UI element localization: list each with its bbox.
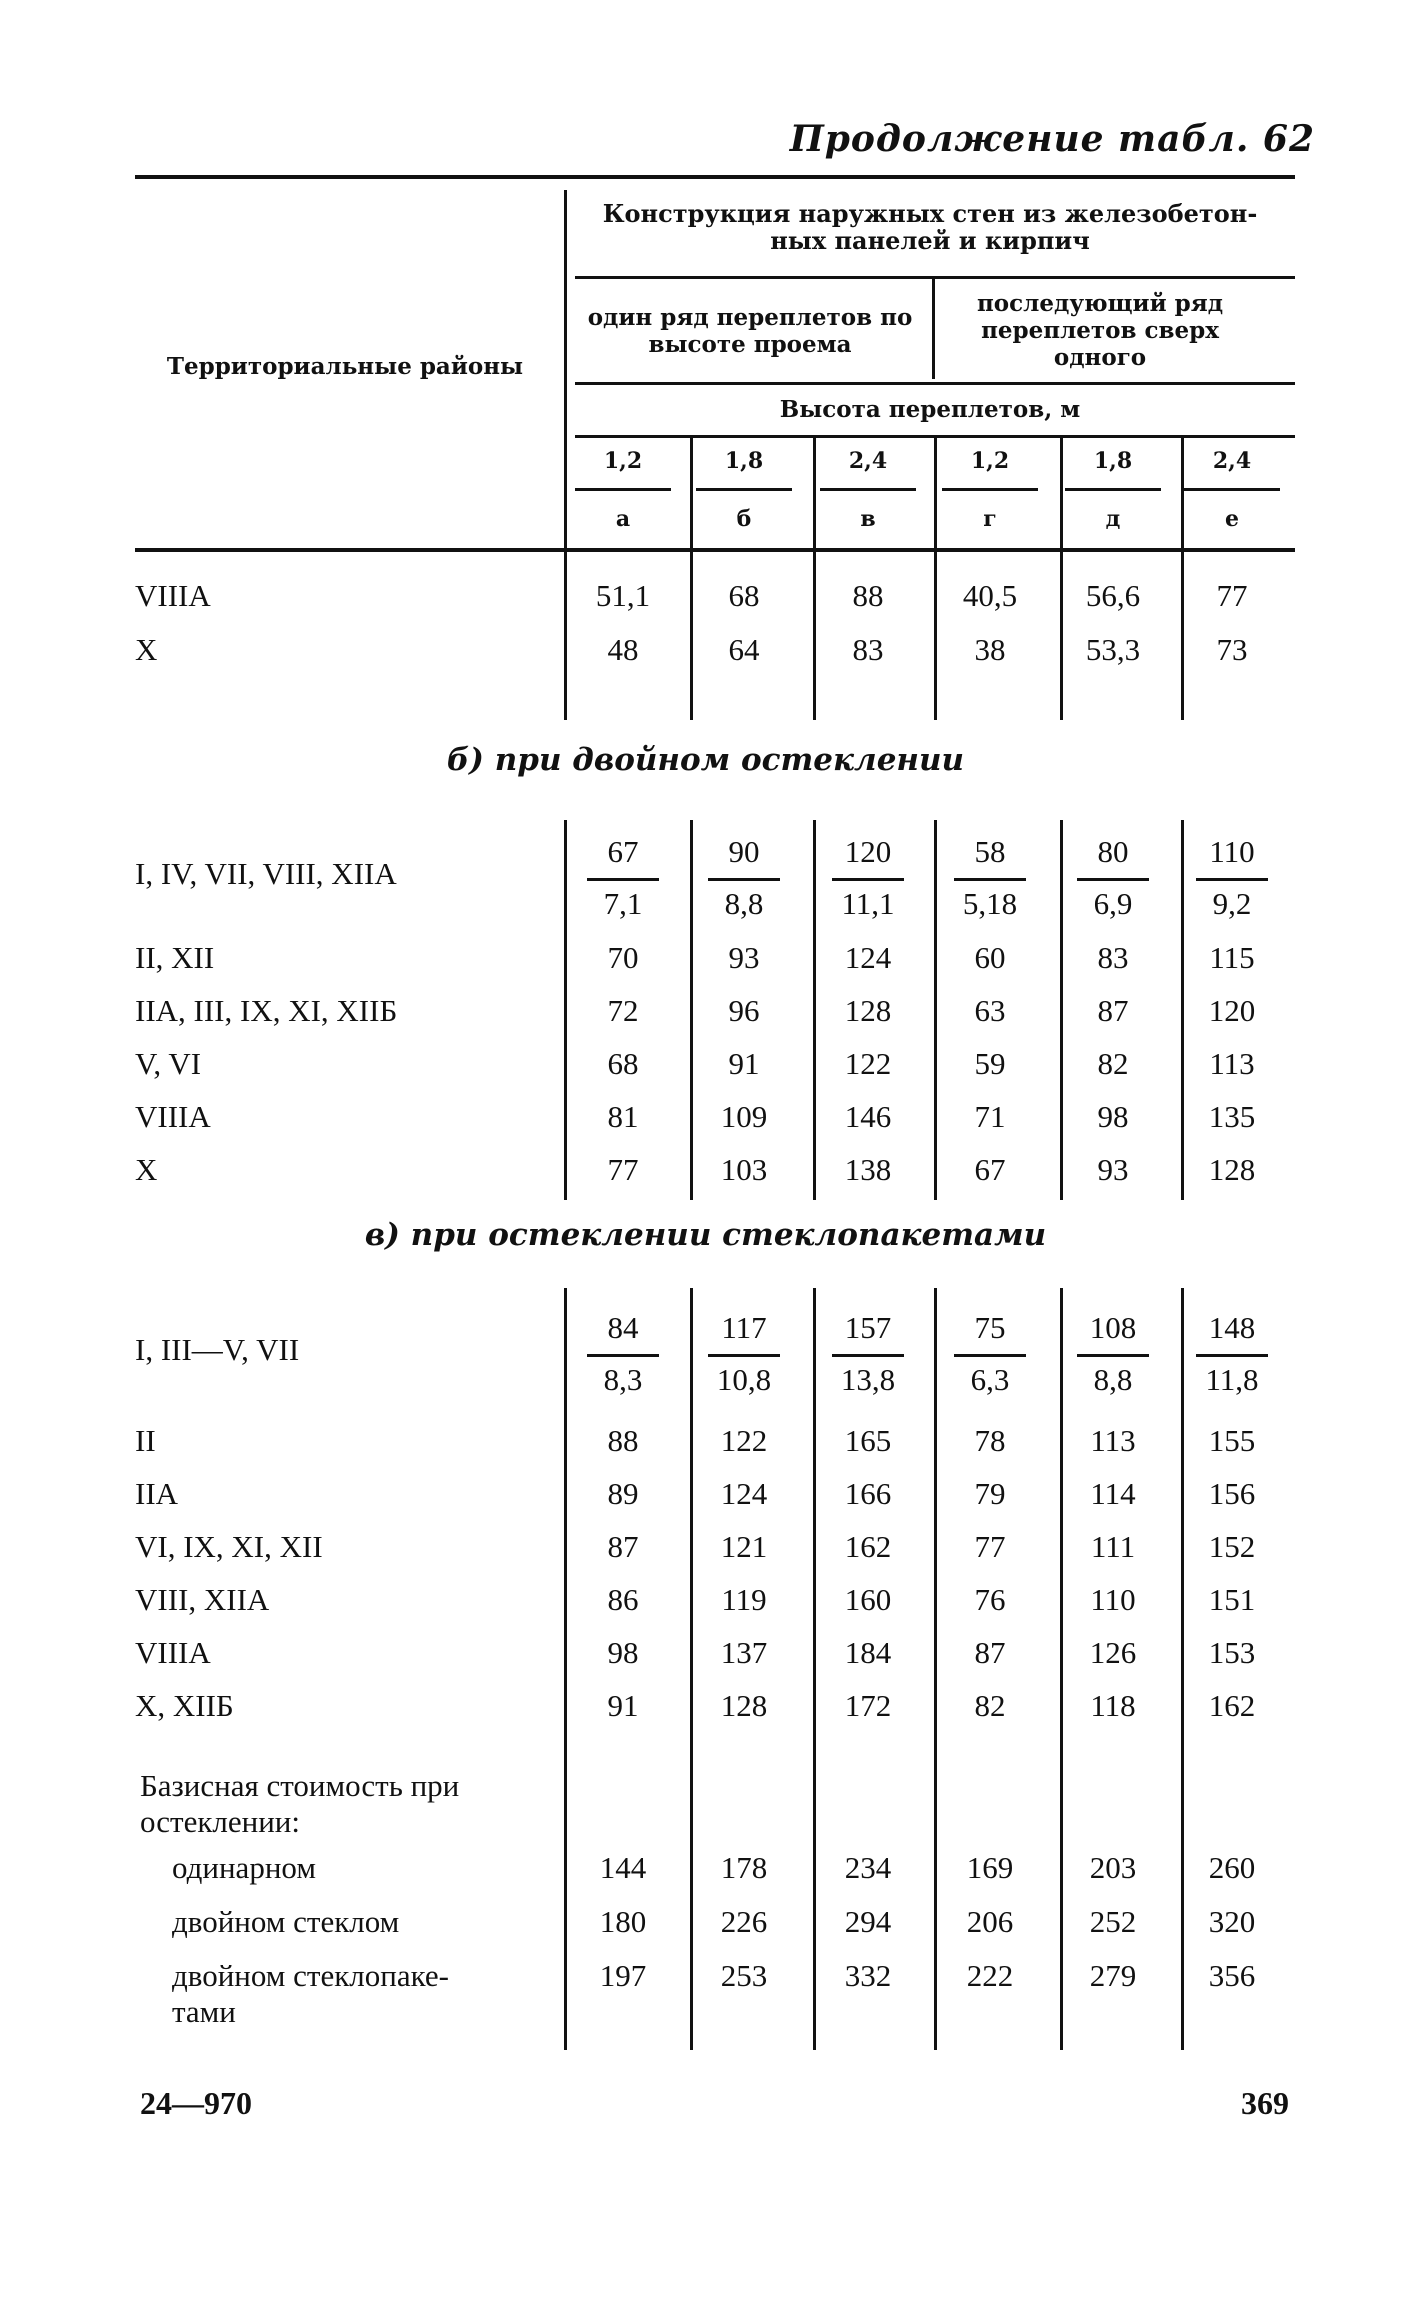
row-label: II xyxy=(135,1423,156,1458)
table-cell: 70 xyxy=(607,940,639,975)
table-cell: 165 xyxy=(844,1423,892,1458)
fraction-bar xyxy=(1077,878,1149,881)
header-sub-right: последующий ряд переплетов сверх одного xyxy=(976,290,1224,371)
height-underline xyxy=(1184,488,1280,491)
table-cell: 113 xyxy=(1090,1423,1136,1458)
table-cell: 332 xyxy=(844,1958,892,1993)
fraction-bar xyxy=(832,878,904,881)
fraction-bar xyxy=(832,1354,904,1357)
height-underline xyxy=(696,488,792,491)
table-cell: 113 xyxy=(1209,1046,1255,1081)
table-cell: 180 xyxy=(599,1904,647,1939)
table-cell: 252 xyxy=(1089,1904,1137,1939)
table-cell: 234 xyxy=(844,1850,892,1885)
column-letter: е xyxy=(1225,506,1239,532)
table-cell: 83 xyxy=(1097,940,1129,975)
table-cell: 98 xyxy=(607,1635,639,1670)
table-cell: 109 xyxy=(720,1099,768,1134)
fraction-denominator: 8,3 xyxy=(603,1362,643,1397)
table-cell: 160 xyxy=(844,1582,892,1617)
fraction-bar xyxy=(708,1354,780,1357)
header-sub-left: один ряд переплетов по высоте проема xyxy=(587,304,913,358)
height-value: 1,2 xyxy=(970,448,1010,474)
fraction-numerator: 108 xyxy=(1089,1310,1137,1345)
table-cell: 96 xyxy=(728,993,760,1028)
row-label: I, IV, VII, VIII, XIIA xyxy=(135,856,397,891)
table-cell: 68 xyxy=(607,1046,639,1081)
table-cell: 91 xyxy=(728,1046,760,1081)
table-cell: 63 xyxy=(974,993,1006,1028)
table-cell: 64 xyxy=(728,632,760,667)
fraction-denominator: 5,18 xyxy=(962,886,1018,921)
table-cell: 162 xyxy=(1208,1688,1256,1723)
table-cell: 82 xyxy=(974,1688,1006,1723)
fraction-numerator: 58 xyxy=(974,834,1006,869)
table-cell: 206 xyxy=(966,1904,1014,1939)
column-line xyxy=(813,438,816,720)
table-cell: 120 xyxy=(1208,993,1256,1028)
table-cell: 122 xyxy=(844,1046,892,1081)
column-line xyxy=(564,190,567,720)
table-cell: 156 xyxy=(1208,1476,1256,1511)
column-line xyxy=(934,438,937,720)
base-cost-title-line2: остеклении: xyxy=(140,1804,301,1839)
fraction-denominator: 9,2 xyxy=(1212,886,1252,921)
table-cell: 81 xyxy=(607,1099,639,1134)
row-label: VIIIA xyxy=(135,1099,211,1134)
table-cell: 98 xyxy=(1097,1099,1129,1134)
fraction-bar xyxy=(587,878,659,881)
row-label: VIIIA xyxy=(135,1635,211,1670)
header-group-main: Конструкция наружных стен из железобетон- ных панелей и кирпич xyxy=(602,199,1258,255)
table-cell: 118 xyxy=(1090,1688,1136,1723)
table-cell: 38 xyxy=(974,632,1006,667)
table-cell: 48 xyxy=(607,632,639,667)
fraction-bar xyxy=(954,1354,1026,1357)
fraction-denominator: 7,1 xyxy=(603,886,643,921)
column-letter: б xyxy=(736,506,752,532)
table-cell: 88 xyxy=(607,1423,639,1458)
header-height-label: Высота переплетов, м xyxy=(779,396,1081,423)
table-cell: 87 xyxy=(607,1529,639,1564)
fraction-numerator: 117 xyxy=(721,1310,767,1345)
fraction-denominator: 8,8 xyxy=(1093,1362,1133,1397)
height-value: 2,4 xyxy=(1212,448,1252,474)
column-line xyxy=(934,1288,937,2050)
fraction-bar xyxy=(708,878,780,881)
fraction-numerator: 84 xyxy=(607,1310,639,1345)
table-cell: 128 xyxy=(720,1688,768,1723)
table-cell: 111 xyxy=(1090,1529,1136,1564)
fraction-bar xyxy=(1196,878,1268,881)
height-value: 1,8 xyxy=(724,448,764,474)
column-line xyxy=(690,1288,693,2050)
table-cell: 40,5 xyxy=(962,578,1018,613)
row-label: одинарном xyxy=(172,1850,316,1885)
row-label-line1: двойном стеклопаке- xyxy=(172,1958,449,1993)
table-cell: 103 xyxy=(720,1152,768,1187)
header-bottom-rule xyxy=(135,548,1295,552)
fraction-denominator: 10,8 xyxy=(716,1362,772,1397)
table-cell: 260 xyxy=(1208,1850,1256,1885)
table-cell: 152 xyxy=(1208,1529,1256,1564)
table-cell: 56,6 xyxy=(1085,578,1141,613)
table-cell: 72 xyxy=(607,993,639,1028)
table-cell: 222 xyxy=(966,1958,1014,1993)
row-label: II, XII xyxy=(135,940,215,975)
table-cell: 79 xyxy=(974,1476,1006,1511)
table-cell: 124 xyxy=(844,940,892,975)
table-cell: 197 xyxy=(599,1958,647,1993)
row-label: двойном стеклом xyxy=(172,1904,400,1939)
table-cell: 169 xyxy=(966,1850,1014,1885)
row-label: IIA, III, IX, XI, XIIБ xyxy=(135,993,398,1028)
table-cell: 356 xyxy=(1208,1958,1256,1993)
table-cell: 60 xyxy=(974,940,1006,975)
column-letter: в xyxy=(860,506,876,532)
row-label: VI, IX, XI, XII xyxy=(135,1529,323,1564)
table-cell: 294 xyxy=(844,1904,892,1939)
table-cell: 320 xyxy=(1208,1904,1256,1939)
row-label: X xyxy=(135,632,158,667)
table-cell: 73 xyxy=(1216,632,1248,667)
section-title-glass-units: в) при остеклении стеклопакетами xyxy=(364,1217,1047,1253)
height-value: 2,4 xyxy=(848,448,888,474)
row-label: I, III—V, VII xyxy=(135,1332,300,1367)
table-cell: 68 xyxy=(728,578,760,613)
table-cell: 119 xyxy=(721,1582,767,1617)
table-cell: 77 xyxy=(974,1529,1006,1564)
height-underline xyxy=(1065,488,1161,491)
fraction-denominator: 6,3 xyxy=(970,1362,1010,1397)
table-cell: 122 xyxy=(720,1423,768,1458)
header-rule-1 xyxy=(575,276,1295,279)
table-cell: 121 xyxy=(720,1529,768,1564)
table-cell: 226 xyxy=(720,1904,768,1939)
height-value: 1,2 xyxy=(603,448,643,474)
row-label: IIA xyxy=(135,1476,179,1511)
row-label: X, XIIБ xyxy=(135,1688,234,1723)
table-cell: 126 xyxy=(1089,1635,1137,1670)
fraction-numerator: 120 xyxy=(844,834,892,869)
table-cell: 77 xyxy=(1216,578,1248,613)
fraction-bar xyxy=(954,878,1026,881)
table-cell: 67 xyxy=(974,1152,1006,1187)
height-underline xyxy=(575,488,671,491)
table-cell: 203 xyxy=(1089,1850,1137,1885)
fraction-numerator: 90 xyxy=(728,834,760,869)
table-cell: 184 xyxy=(844,1635,892,1670)
table-cell: 115 xyxy=(1209,940,1255,975)
header-row-label: Территориальные районы xyxy=(166,353,524,380)
height-underline xyxy=(820,488,916,491)
table-cell: 137 xyxy=(720,1635,768,1670)
table-cell: 138 xyxy=(844,1152,892,1187)
column-line xyxy=(813,820,816,1200)
table-cell: 155 xyxy=(1208,1423,1256,1458)
table-cell: 93 xyxy=(728,940,760,975)
table-cell: 76 xyxy=(974,1582,1006,1617)
fraction-denominator: 11,1 xyxy=(841,886,895,921)
column-line xyxy=(564,820,567,1200)
table-cell: 77 xyxy=(607,1152,639,1187)
fraction-denominator: 6,9 xyxy=(1093,886,1133,921)
table-cell: 146 xyxy=(844,1099,892,1134)
table-cell: 253 xyxy=(720,1958,768,1993)
column-line xyxy=(690,820,693,1200)
fraction-denominator: 11,8 xyxy=(1205,1362,1259,1397)
table-cell: 151 xyxy=(1208,1582,1256,1617)
table-cell: 153 xyxy=(1208,1635,1256,1670)
page-number: 369 xyxy=(1241,2085,1289,2121)
section-title-double-glazing: б) при двойном остеклении xyxy=(446,742,965,778)
column-line xyxy=(934,820,937,1200)
table-cell: 162 xyxy=(844,1529,892,1564)
table-cell: 128 xyxy=(844,993,892,1028)
column-letter: а xyxy=(615,506,631,532)
row-label-line2: тами xyxy=(172,1994,236,2029)
table-cell: 124 xyxy=(720,1476,768,1511)
column-line xyxy=(813,1288,816,2050)
fraction-bar xyxy=(1196,1354,1268,1357)
table-continuation-caption: Продолжение табл. 62 xyxy=(789,118,1315,160)
column-line xyxy=(690,438,693,720)
table-cell: 144 xyxy=(599,1850,647,1885)
table-cell: 178 xyxy=(720,1850,768,1885)
fraction-denominator: 13,8 xyxy=(840,1362,896,1397)
table-cell: 91 xyxy=(607,1688,639,1723)
footer-signature: 24—970 xyxy=(140,2085,252,2121)
table-cell: 86 xyxy=(607,1582,639,1617)
fraction-numerator: 148 xyxy=(1208,1310,1256,1345)
table-cell: 279 xyxy=(1089,1958,1137,1993)
table-cell: 87 xyxy=(1097,993,1129,1028)
base-cost-title-line1: Базисная стоимость при xyxy=(140,1768,460,1803)
table-cell: 88 xyxy=(852,578,884,613)
table-cell: 128 xyxy=(1208,1152,1256,1187)
table-cell: 166 xyxy=(844,1476,892,1511)
table-cell: 51,1 xyxy=(595,578,651,613)
table-cell: 172 xyxy=(844,1688,892,1723)
table-cell: 71 xyxy=(974,1099,1006,1134)
fraction-bar xyxy=(587,1354,659,1357)
table-cell: 59 xyxy=(974,1046,1006,1081)
fraction-numerator: 80 xyxy=(1097,834,1129,869)
table-cell: 83 xyxy=(852,632,884,667)
row-label: V, VI xyxy=(135,1046,202,1081)
column-letter: д xyxy=(1105,506,1121,532)
table-cell: 78 xyxy=(974,1423,1006,1458)
top-rule xyxy=(135,175,1295,179)
fraction-numerator: 67 xyxy=(607,834,639,869)
table-cell: 89 xyxy=(607,1476,639,1511)
column-letter: г xyxy=(983,506,997,532)
fraction-numerator: 75 xyxy=(974,1310,1006,1345)
table-cell: 87 xyxy=(974,1635,1006,1670)
row-label: X xyxy=(135,1152,158,1187)
row-label: VIII, XIIA xyxy=(135,1582,270,1617)
header-rule-2 xyxy=(575,382,1295,385)
fraction-numerator: 110 xyxy=(1209,834,1255,869)
table-cell: 93 xyxy=(1097,1152,1129,1187)
table-cell: 82 xyxy=(1097,1046,1129,1081)
table-cell: 114 xyxy=(1090,1476,1136,1511)
height-underline xyxy=(942,488,1038,491)
height-value: 1,8 xyxy=(1093,448,1133,474)
table-cell: 53,3 xyxy=(1085,632,1141,667)
fraction-bar xyxy=(1077,1354,1149,1357)
fraction-numerator: 157 xyxy=(844,1310,892,1345)
row-label: VIIIA xyxy=(135,578,211,613)
column-line xyxy=(564,1288,567,2050)
fraction-denominator: 8,8 xyxy=(724,886,764,921)
table-cell: 135 xyxy=(1208,1099,1256,1134)
header-sub-divider xyxy=(932,279,935,379)
table-cell: 110 xyxy=(1090,1582,1136,1617)
